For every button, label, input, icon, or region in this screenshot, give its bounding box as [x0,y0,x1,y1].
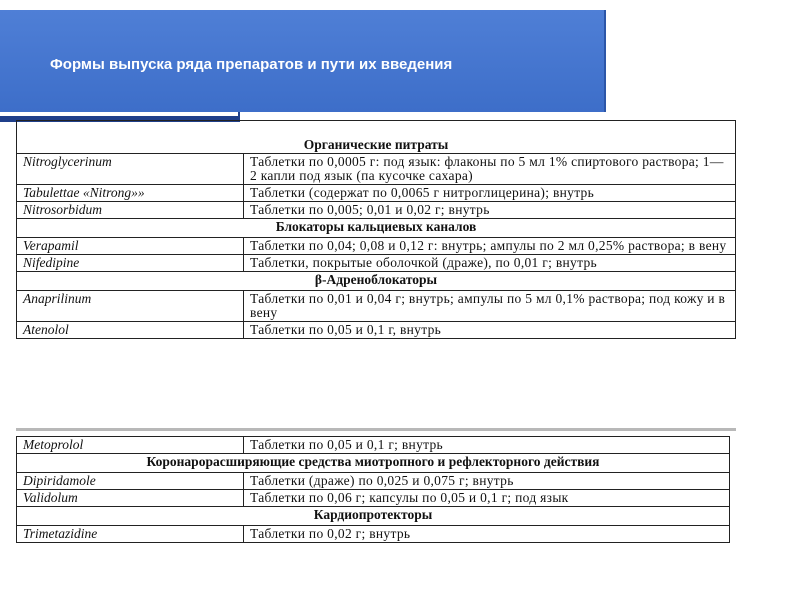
section-row [17,507,730,526]
title-banner [0,10,606,112]
drug-name: Verapamil [17,238,244,255]
drug-name: Nifedipine [17,255,244,272]
section-row [17,219,736,238]
drug-form: Таблетки (драже) по 0,025 и 0,075 г; внутрь [244,473,730,490]
table-row [17,154,736,185]
table-row [17,473,730,490]
section-header: Коронарорасширяющие средства миотропного и рефлекторного действия [17,454,730,473]
drug-form: Таблетки по 0,05 и 0,1 г, внутрь [244,322,736,339]
drug-form: Таблетки по 0,05 и 0,1 г; внутрь [244,437,730,454]
table-row [17,490,730,507]
drug-table-lower [16,436,730,543]
section-header: β-Адреноблокаторы [17,272,736,291]
divider [16,428,736,431]
drug-form: Таблетки по 0,02 г; внутрь [244,526,730,543]
drug-name: Atenolol [17,322,244,339]
drug-table-upper [16,120,736,339]
drug-form: Таблетки по 0,04; 0,08 и 0,12 г: внутрь; ампулы по 2 мл 0,25% раствора; в вену [244,238,736,255]
drug-name: Nitroglycerinum [17,154,244,185]
section-header: Блокаторы кальциевых каналов [17,219,736,238]
section-row [17,272,736,291]
table-row [17,322,736,339]
section-row [17,121,736,154]
drug-name: Trimetazidine [17,526,244,543]
drug-form: Таблетки по 0,005; 0,01 и 0,02 г; внутрь [244,202,736,219]
drug-form: Таблетки по 0,06 г; капсулы по 0,05 и 0,1 г; под язык [244,490,730,507]
drug-form: Таблетки по 0,01 и 0,04 г; внутрь; ампулы по 5 мл 0,1% раствора; под кожу и в вену [244,291,736,322]
table-row [17,526,730,543]
drug-name: Nitrosorbidum [17,202,244,219]
drug-name: Anaprilinum [17,291,244,322]
section-header: Кардиопротекторы [17,507,730,526]
drug-name: Tabulettae «Nitrong»» [17,185,244,202]
table-row [17,437,730,454]
drug-form: Таблетки (содержат по 0,0065 г нитроглицерина); внутрь [244,185,736,202]
drug-name: Dipiridamole [17,473,244,490]
drug-form: Таблетки, покрытые оболочкой (драже), по 0,01 г; внутрь [244,255,736,272]
table-row [17,185,736,202]
slide-title: Формы выпуска ряда препаратов и пути их введения [50,56,453,73]
drug-form: Таблетки по 0,0005 г: под язык: флаконы по 5 мл 1% спиртового раствора; 1—2 капли под язык (па кусочке сахара) [244,154,736,185]
table-row [17,291,736,322]
table-row [17,255,736,272]
drug-name: Validolum [17,490,244,507]
drug-name: Metoprolol [17,437,244,454]
section-row [17,454,730,473]
table-row [17,202,736,219]
section-header: Органические питраты [17,121,736,154]
table-row [17,238,736,255]
